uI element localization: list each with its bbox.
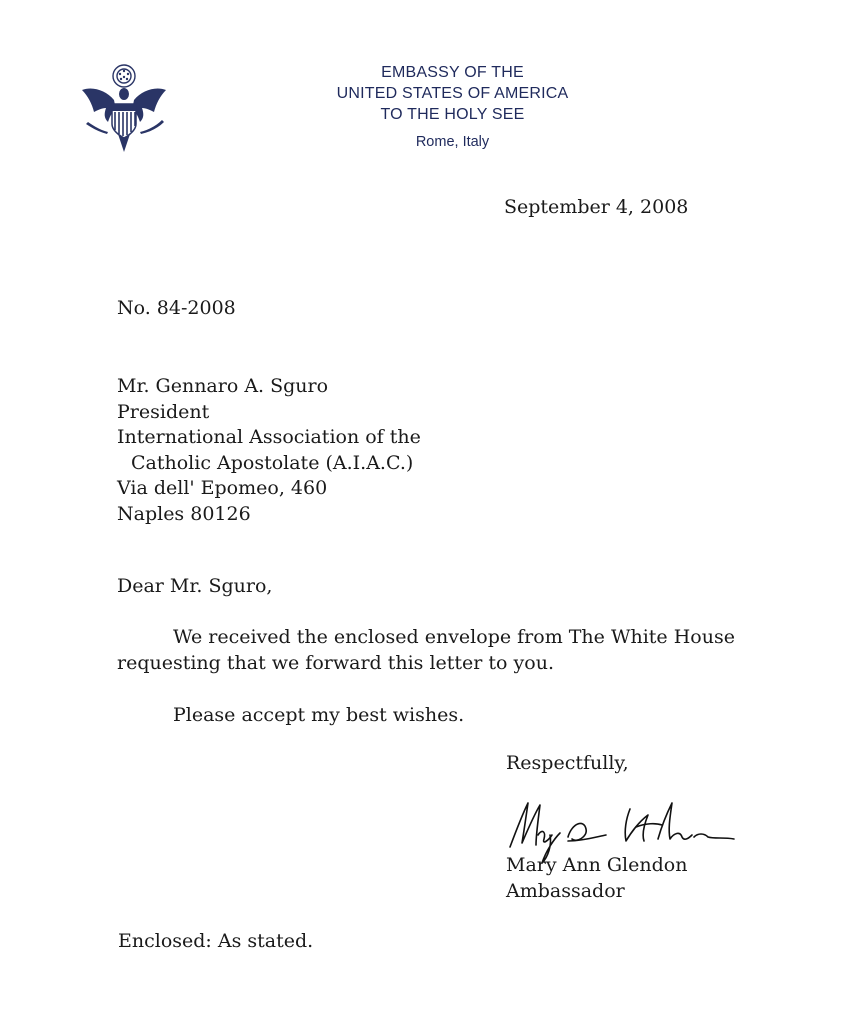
- salutation: Dear Mr. Sguro,: [117, 575, 273, 597]
- body-paragraph-1: We received the enclosed envelope from The White House requesting that we forward this letter to you.: [117, 626, 735, 674]
- letterhead-line-2: UNITED STATES OF AMERICA: [336, 85, 569, 102]
- recipient-name: Mr. Gennaro A. Sguro: [117, 375, 329, 397]
- recipient-title: President: [117, 400, 210, 423]
- signer-block: [506, 852, 687, 904]
- body-paragraph-2: Please accept my best wishes.: [173, 704, 465, 726]
- recipient-org-line-2: Catholic Apostolate (A.I.A.C.): [131, 451, 414, 474]
- recipient-address: [117, 374, 421, 527]
- recipient-org-line-1: International Association of the: [117, 426, 421, 448]
- letterhead-line-1: EMBASSY OF THE: [381, 64, 524, 81]
- great-seal-eagle-icon: [78, 60, 170, 156]
- closing: Respectfully,: [506, 752, 629, 774]
- signer-title: Ambassador: [506, 880, 625, 902]
- recipient-city: Naples 80126: [117, 502, 251, 525]
- letter-date: September 4, 2008: [504, 196, 689, 218]
- letterhead-line-3: TO THE HOLY SEE: [380, 106, 525, 123]
- recipient-street: Via dell' Epomeo, 460: [117, 477, 328, 499]
- letterhead-city: Rome, Italy: [415, 134, 490, 150]
- signer-name: Mary Ann Glendon: [506, 854, 688, 876]
- reference-number: No. 84-2008: [117, 297, 236, 319]
- enclosure-note: Enclosed: As stated.: [118, 930, 314, 952]
- letterhead: [300, 62, 605, 150]
